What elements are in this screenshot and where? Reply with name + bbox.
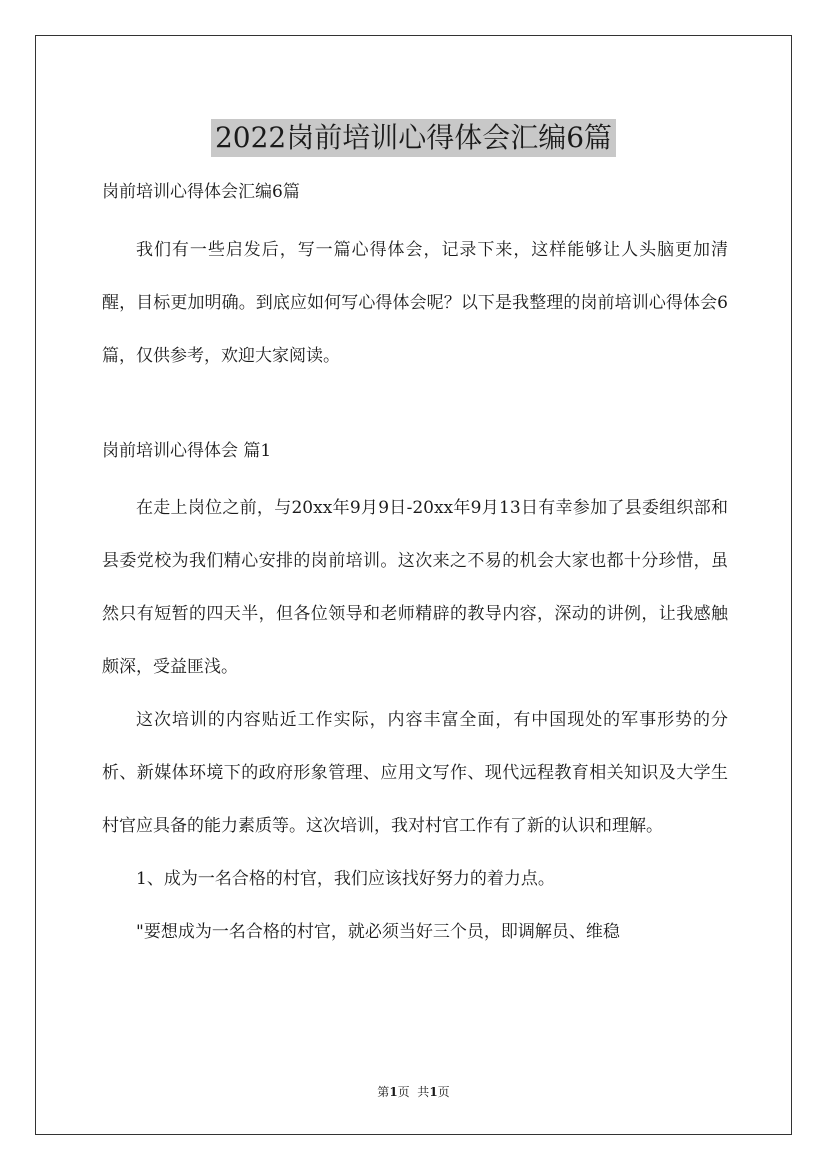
intro-paragraph: 我们有一些启发后，写一篇心得体会，记录下来，这样能够让人头脑更加清醒，目标更加明确。到底应如何写心得体会呢？以下是我整理的岗前培训心得体会6篇，仅供参考，欢迎大家阅读。: [102, 240, 728, 366]
page-prefix: 第: [377, 1085, 390, 1099]
body-paragraph: 这次培训的内容贴近工作实际，内容丰富全面，有中国现处的军事形势的分析、新媒体环境下的政府形象管理、应用文写作、现代远程教育相关知识及大学生村官应具备的能力素质等。这次培训，我对村官工作有了新的认识和理解。: [102, 710, 728, 836]
body-paragraph: 在走上岗位之前，与20xx年9月9日-20xx年9月13日有幸参加了县委组织部和县委党校为我们精心安排的岗前培训。这次来之不易的机会大家也都十分珍惜，虽然只有短暂的四天半，但各位领导和老师精辟的教导内容，深动的讲例，让我感触颇深，受益匪浅。: [102, 498, 728, 677]
page-suffix: 页: [437, 1085, 450, 1099]
body-paragraph: 1、成为一名合格的村官，我们应该找好努力的着力点。: [136, 869, 555, 889]
body-paragraph: "要想成为一名合格的村官，就必须当好三个员，即调解员、维稳: [136, 922, 620, 942]
document-title: 2022岗前培训心得体会汇编6篇: [211, 119, 616, 157]
page-mid: 页 共: [397, 1085, 430, 1099]
section-heading: 岗前培训心得体会 篇1: [102, 441, 272, 461]
document-body: [102, 176, 728, 959]
document-subtitle: 岗前培训心得体会汇编6篇: [102, 182, 300, 202]
paragraph-gap: [102, 383, 728, 435]
page-footer: [0, 1083, 827, 1101]
page-total: 1: [429, 1085, 438, 1099]
title-area: [0, 100, 827, 176]
page-current: 1: [389, 1085, 398, 1099]
